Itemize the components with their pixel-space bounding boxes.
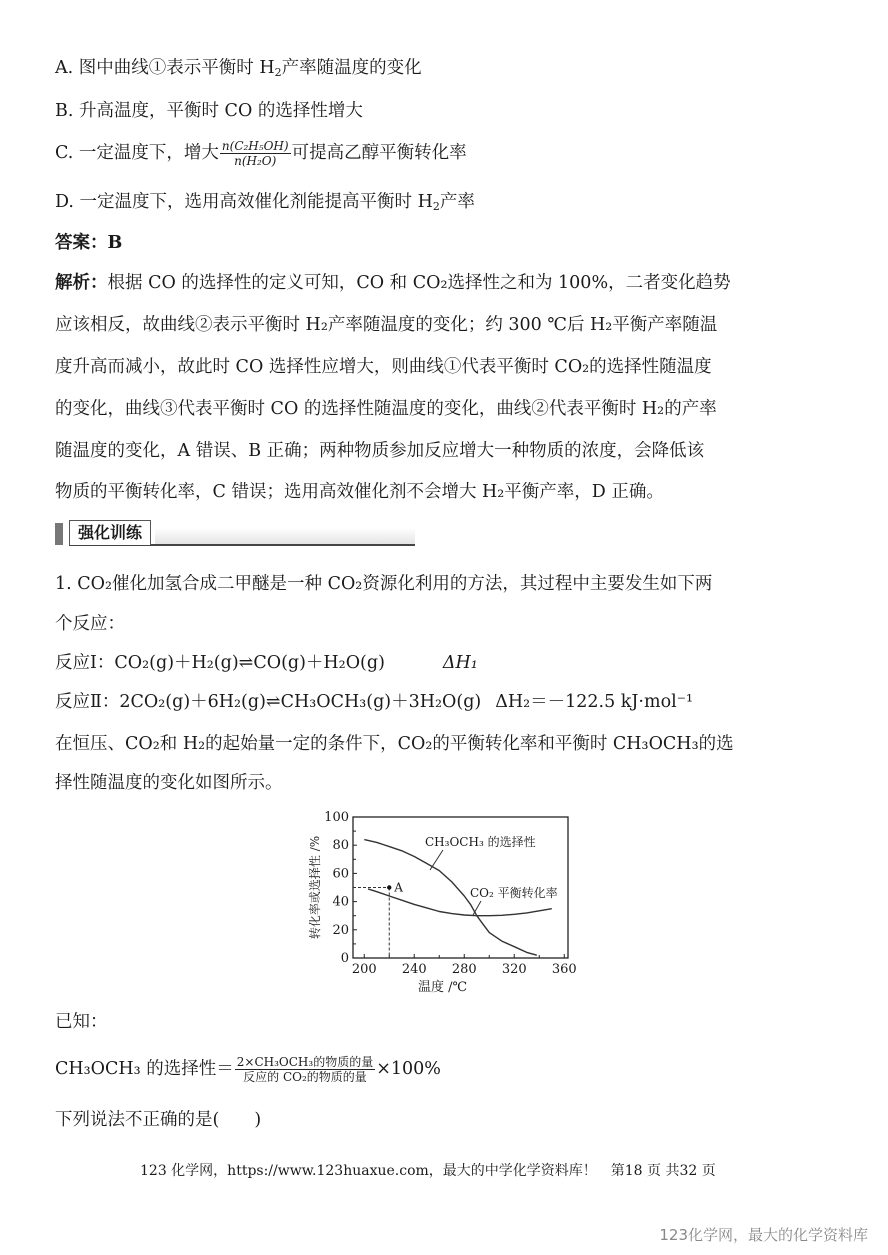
option-a: A. 图中曲线①表示平衡时 $H_2$产率随温度的变化 [55,58,422,79]
y-axis-label: 转化率或选择性 /% [308,835,322,940]
x-tick-label: 320 [501,962,527,977]
temperature-chart [305,808,585,998]
analysis-line: 应该相反，故曲线②表示平衡时 H₂产率随温度的变化；约 300 ℃后 H₂平衡产率随温 [55,315,718,335]
question-prompt: 下列说法不正确的是( ) [55,1110,262,1130]
analysis-line: 物质的平衡转化率，C 错误；选用高效催化剂不会增大 H₂平衡产率，D 正确。 [55,482,664,502]
point-a-label: A [394,880,403,895]
section-header [55,520,415,548]
condition-line: 在恒压、CO₂和 H₂的起始量一定的条件下，CO₂的平衡转化率和平衡时 CH₃OCH₃的选 [55,734,734,754]
x-axis-label: 温度 /℃ [417,980,468,995]
x-tick-label: 280 [451,962,477,977]
selectivity-formula: CH₃OCH₃ 的选择性＝ $\frac{\text{2×CH₃OCH₃的物质的量}}{\text{反应的 CO₂的物质的量}}$ ×100% [55,1055,441,1084]
x-tick-label: 240 [401,962,427,977]
known-label: 已知： [55,1012,108,1032]
reaction-1: 反应Ⅰ：CO₂(g)＋H₂(g)⇌CO(g)＋H₂O(g) ΔH₁ [55,653,478,673]
x-tick-label: 360 [551,962,577,977]
option-d: D. 一定温度下，选用高效催化剂能提高平衡时 $H_2$产率 [55,192,475,213]
y-tick-label: 60 [332,866,349,882]
analysis-line: 解析：根据 CO 的选择性的定义可知，CO 和 CO₂选择性之和为 100%，二者变化趋势 [55,273,731,293]
question-intro-line: 个反应： [55,614,125,634]
condition-line: 择性随温度的变化如图所示。 [55,773,283,793]
y-tick-label: 20 [332,922,349,938]
conversion-label: CO₂ 平衡转化率 [470,886,558,900]
analysis-line: 随温度的变化，A 错误、B 正确；两种物质参加反应增大一种物质的浓度，会降低该 [55,441,705,461]
selectivity-label: CH₃OCH₃ 的选择性 [425,835,536,849]
analysis-line: 的变化，曲线③代表平衡时 CO 的选择性随温度的变化，曲线②代表平衡时 H₂的产率 [55,399,717,419]
reaction-2: 反应Ⅱ：2CO₂(g)＋6H₂(g)⇌CH₃OCH₃(g)＋3H₂O(g) ΔH₂＝－122.5 kJ·mol⁻¹ [55,692,693,712]
analysis-line: 度升高而减小，故此时 CO 选择性应增大，则曲线①代表平衡时 CO₂的选择性随温度 [55,357,712,377]
conversion-leader [473,901,481,915]
point-a-marker [387,885,391,889]
y-tick-label: 0 [340,951,349,966]
section-marker [55,523,63,545]
y-tick-label: 80 [332,838,349,854]
ratio-fraction: $\frac{\text{n(C₂H₅OH)}}{\text{n(H₂O)}}$ [221,139,289,168]
watermark: 123化学网，最大的化学资料库 [659,1226,868,1244]
question-intro-line: 1. CO₂催化加氢合成二甲醚是一种 CO₂资源化利用的方法，其过程中主要发生如下两 [55,574,713,594]
x-tick-label: 200 [351,962,377,977]
page-footer: 123 化学网，https://www.123huaxue.com，最大的中学化学资料库！ 第18 页 共32 页 [140,1163,716,1179]
selectivity-fraction: $\frac{\text{2×CH₃OCH₃的物质的量}}{\text{反应的 CO₂的物质的量}}$ [236,1055,374,1084]
selectivity-leader [430,850,443,870]
section-title: 强化训练 [69,520,151,545]
option-b: B. 升高温度，平衡时 CO 的选择性增大 [55,101,363,121]
option-c: C. 一定温度下，增大 $\frac{\text{n(C₂H₅OH)}}{\text{n(H₂O)}}$ 可提高乙醇平衡转化率 [55,139,467,168]
y-tick-label: 100 [324,810,349,825]
section-shade [155,528,415,544]
answer: 答案：B [55,233,123,253]
y-tick-label: 40 [332,894,349,910]
